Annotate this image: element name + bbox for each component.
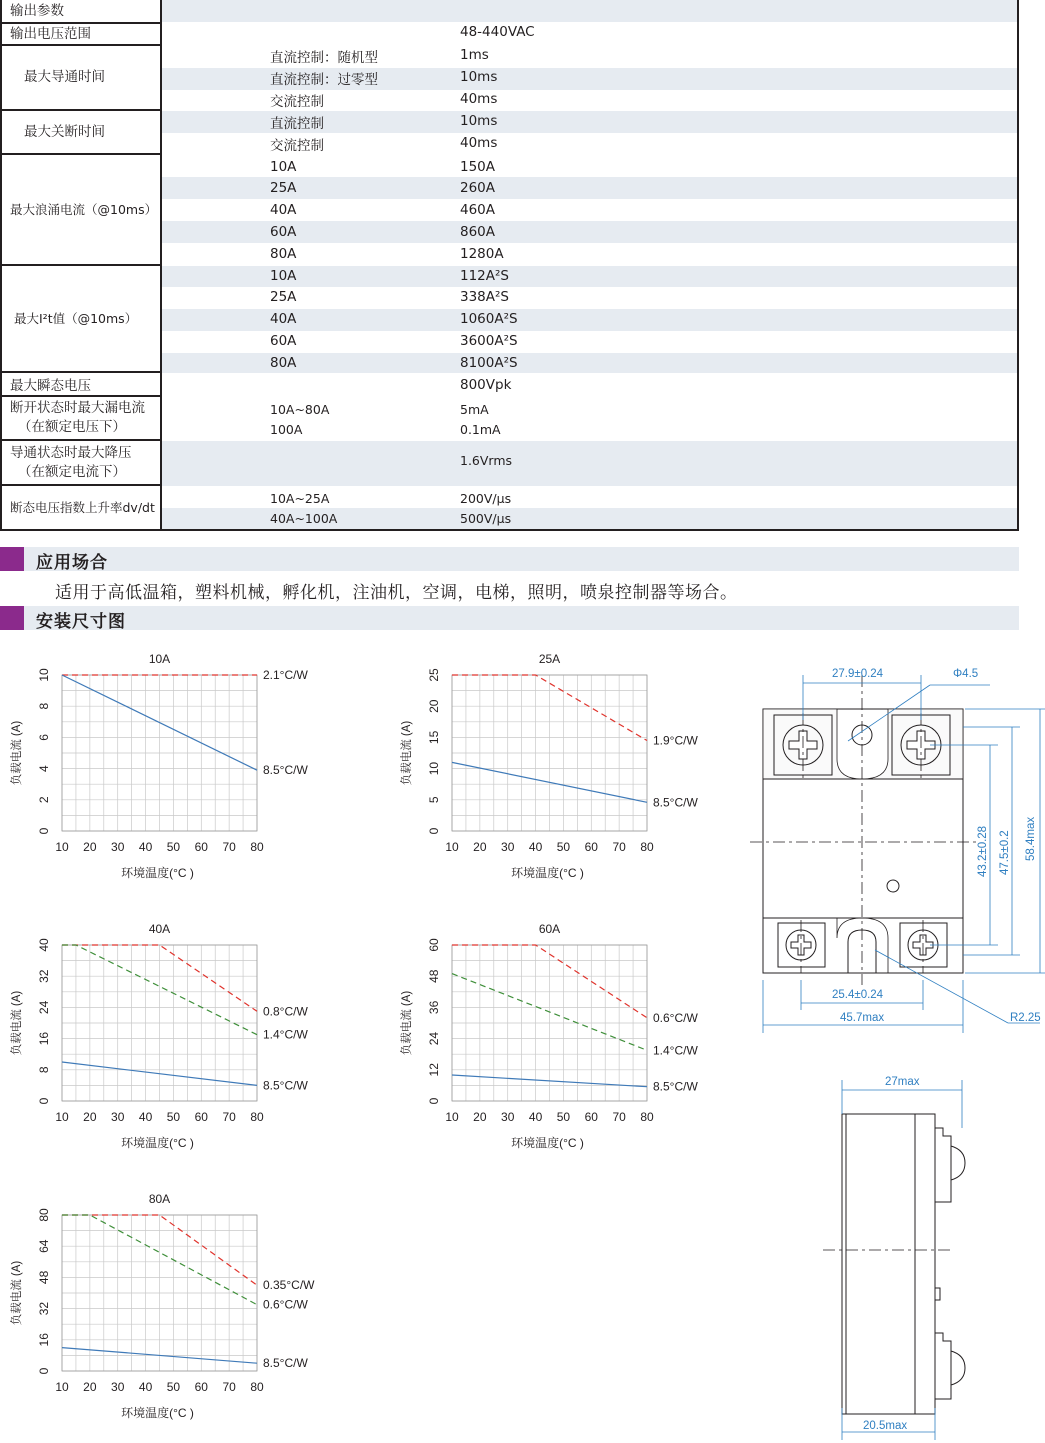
cell-a: 交流控制 [270, 138, 324, 154]
chart-title: 60A [538, 922, 561, 936]
x-tick-label: 10 [55, 1110, 69, 1124]
cell-a: 直流控制：过零型 [270, 72, 378, 88]
x-axis-label: 环境温度(°C ) [121, 1136, 194, 1150]
y-tick-label: 60 [427, 938, 441, 952]
front-view-drawing [740, 655, 1045, 1040]
cell-a: 60A [270, 333, 297, 349]
y-tick-label: 0 [37, 1367, 51, 1375]
x-tick-label: 40 [528, 840, 543, 854]
row-on-1 [162, 68, 1017, 90]
cell-a: 25A [270, 289, 297, 305]
label-drop [2, 441, 162, 486]
y-tick-label: 20 [427, 699, 441, 713]
label-max-off [2, 111, 162, 155]
x-tick-label: 70 [222, 1380, 236, 1394]
x-tick-label: 20 [473, 1110, 487, 1124]
dim-47-5: 47.5±0.2 [999, 830, 1011, 875]
cell-a: 40A~100A [270, 511, 338, 526]
row-on-0 [162, 46, 1017, 68]
chart-title: 25A [538, 652, 561, 666]
label-text: 输出参数 [10, 2, 64, 19]
dim-25-4: 25.4±0.24 [832, 989, 884, 1001]
x-tick-label: 40 [138, 840, 153, 854]
cell-b: 3600A²S [460, 333, 518, 349]
row-transient [162, 373, 1017, 397]
cell-b: 40ms [460, 135, 498, 151]
y-tick-label: 80 [37, 1208, 51, 1222]
y-tick-label: 0 [37, 1097, 51, 1105]
label-text: 最大导通时间 [24, 69, 105, 85]
cell-a: 10A [270, 159, 297, 175]
y-tick-label: 4 [37, 765, 51, 772]
row-surge-2 [162, 199, 1017, 221]
cell-b: 860A [460, 224, 496, 240]
y-tick-label: 36 [427, 1000, 441, 1015]
dim-r2-25: R2.25 [1010, 1012, 1041, 1024]
cell-a: 40A [270, 202, 297, 218]
x-tick-label: 10 [55, 840, 69, 854]
cell-b: 338A²S [460, 289, 509, 305]
y-axis-label: 负载电流 (A) [11, 1260, 23, 1326]
dim-phi-4-5: Φ4.5 [953, 668, 979, 680]
x-tick-label: 50 [556, 840, 571, 854]
y-tick-label: 8 [37, 702, 51, 710]
x-tick-label: 70 [222, 1110, 236, 1124]
y-tick-label: 0 [37, 827, 51, 835]
row-surge-0 [162, 155, 1017, 177]
row-surge-4 [162, 243, 1017, 266]
x-tick-label: 60 [194, 1380, 208, 1394]
row-header [162, 0, 1017, 22]
cell-b: 40ms [460, 91, 498, 107]
cell-b: 460A [460, 202, 496, 218]
series-label: 0.8°C/W [263, 1004, 308, 1019]
cell-a: 80A [270, 246, 297, 262]
cell-b: 200V/μs [460, 491, 512, 506]
dim-27-9: 27.9±0.24 [832, 668, 884, 680]
x-tick-label: 70 [222, 840, 236, 854]
chart-title: 80A [148, 1192, 171, 1206]
y-tick-label: 5 [427, 796, 441, 804]
x-tick-label: 20 [83, 1110, 97, 1124]
section-title: 安装尺寸图 [36, 612, 126, 632]
label-dvdt [2, 486, 162, 529]
x-tick-label: 10 [55, 1380, 69, 1394]
y-tick-label: 10 [37, 668, 51, 682]
label-voltage-range [2, 24, 162, 46]
y-tick-label: 24 [37, 1000, 51, 1015]
y-axis-label: 负载电流 (A) [401, 990, 413, 1056]
cell-a: 直流控制 [270, 116, 324, 132]
value-voltage: 48-440VAC [460, 24, 535, 40]
label-max-surge [2, 155, 162, 266]
x-tick-label: 80 [640, 840, 654, 854]
x-tick-label: 20 [83, 1380, 97, 1394]
label-text: 最大浪涌电流（@10ms） [10, 202, 158, 217]
y-tick-label: 32 [37, 1301, 51, 1316]
label-text: 最大I²t值（@10ms） [14, 311, 138, 326]
y-tick-label: 64 [37, 1239, 51, 1253]
cell-b: 150A [460, 159, 496, 175]
spec-table [0, 0, 1019, 531]
x-tick-label: 30 [501, 840, 515, 854]
row-leak-0 [162, 397, 1017, 419]
series-label: 1.4°C/W [653, 1043, 698, 1058]
x-tick-label: 80 [250, 840, 264, 854]
row-i2t-0 [162, 266, 1017, 287]
y-tick-label: 48 [37, 1270, 51, 1285]
derating-chart-25a [390, 645, 730, 885]
cell-a: 100A [270, 422, 303, 437]
y-tick-label: 8 [37, 1066, 51, 1074]
label-max-transient [2, 373, 162, 397]
series-label: 8.5°C/W [653, 1079, 698, 1094]
label-text: 输出电压范围 [10, 25, 91, 42]
x-tick-label: 40 [138, 1380, 153, 1394]
derating-chart-10a [0, 645, 340, 885]
y-tick-label: 12 [427, 1063, 441, 1077]
x-tick-label: 10 [445, 840, 459, 854]
x-tick-label: 30 [111, 1110, 125, 1124]
y-tick-label: 2 [37, 796, 51, 804]
y-tick-label: 40 [37, 938, 51, 952]
y-axis-label: 负载电流 (A) [11, 990, 23, 1056]
cell-b: 260A [460, 180, 496, 196]
dim-58-4: 58.4max [1025, 816, 1037, 861]
label-output-params [2, 0, 162, 24]
x-tick-label: 70 [612, 1110, 626, 1124]
row-surge-1 [162, 177, 1017, 199]
cell-b: 8100A²S [460, 355, 518, 371]
series-label: 0.35°C/W [263, 1278, 315, 1293]
row-off-1 [162, 133, 1017, 155]
y-tick-label: 15 [427, 730, 441, 745]
series-label: 8.5°C/W [263, 1078, 308, 1093]
chart-title: 10A [148, 652, 171, 666]
label-text-2: （在额定电压下） [18, 419, 126, 435]
cell-b: 1060A²S [460, 311, 518, 327]
dim-43-2: 43.2±0.28 [977, 825, 989, 877]
x-tick-label: 50 [556, 1110, 571, 1124]
x-tick-label: 60 [584, 840, 598, 854]
cell-a: 直流控制：随机型 [270, 50, 378, 66]
section-marker [0, 547, 24, 571]
dim-20-5max: 20.5max [863, 1420, 908, 1432]
x-tick-label: 50 [166, 1110, 181, 1124]
side-view-drawing [815, 1068, 985, 1440]
row-drop [162, 441, 1017, 486]
cell-a: 60A [270, 224, 297, 240]
row-dvdt-1 [162, 508, 1017, 529]
label-i2t [2, 266, 162, 373]
row-on-2 [162, 90, 1017, 111]
y-tick-label: 0 [427, 1097, 441, 1105]
series-label: 1.4°C/W [263, 1027, 308, 1042]
row-surge-3 [162, 221, 1017, 243]
x-tick-label: 80 [640, 1110, 654, 1124]
x-axis-label: 环境温度(°C ) [121, 866, 194, 880]
cell-a: 10A~80A [270, 402, 330, 417]
row-i2t-1 [162, 287, 1017, 309]
derating-chart-80a [0, 1185, 340, 1430]
cell-b: 800Vpk [460, 377, 512, 393]
y-axis-label: 负载电流 (A) [11, 720, 23, 786]
x-tick-label: 10 [445, 1110, 459, 1124]
label-text: 导通状态时最大降压 [10, 444, 132, 461]
series-label: 0.6°C/W [653, 1010, 698, 1025]
x-tick-label: 80 [250, 1110, 264, 1124]
x-tick-label: 20 [83, 840, 97, 854]
y-tick-label: 6 [37, 734, 51, 741]
cell-a: 10A [270, 268, 297, 284]
section-title: 应用场合 [36, 553, 108, 573]
x-tick-label: 30 [111, 840, 125, 854]
row-voltage [162, 24, 1017, 46]
cell-a: 10A~25A [270, 491, 330, 506]
application-text: 适用于高低温箱，塑料机械，孵化机，注油机，空调，电梯，照明，喷泉控制器等场合。 [55, 583, 738, 603]
y-tick-label: 32 [37, 969, 51, 983]
row-i2t-3 [162, 331, 1017, 353]
series-label: 1.9°C/W [653, 733, 698, 748]
section-application [0, 547, 1019, 571]
y-tick-label: 16 [37, 1031, 51, 1046]
y-tick-label: 0 [427, 827, 441, 835]
chart-title: 40A [148, 922, 171, 936]
dim-27max: 27max [885, 1076, 920, 1088]
y-tick-label: 48 [427, 969, 441, 983]
x-tick-label: 20 [473, 840, 487, 854]
series-label: 8.5°C/W [653, 795, 698, 810]
cell-a: 交流控制 [270, 94, 324, 110]
label-text: 断开状态时最大漏电流 [10, 400, 145, 416]
cell-b: 500V/μs [460, 511, 512, 526]
x-tick-label: 80 [250, 1380, 264, 1394]
cell-b: 112A²S [460, 268, 509, 284]
section-install [0, 606, 1019, 630]
label-text: 最大关断时间 [24, 123, 105, 140]
series-label: 8.5°C/W [263, 1356, 308, 1371]
label-text-2: （在额定电流下） [18, 463, 126, 480]
row-i2t-4 [162, 353, 1017, 373]
x-tick-label: 30 [111, 1380, 125, 1394]
dim-45-7: 45.7max [840, 1012, 885, 1024]
section-marker [0, 606, 24, 630]
cell-a: 80A [270, 355, 297, 371]
cell-b: 10ms [460, 113, 498, 129]
x-tick-label: 40 [528, 1110, 543, 1124]
label-leakage [2, 397, 162, 441]
x-tick-label: 70 [612, 840, 626, 854]
x-tick-label: 60 [584, 1110, 598, 1124]
y-tick-label: 10 [427, 761, 441, 776]
x-tick-label: 60 [194, 840, 208, 854]
x-tick-label: 50 [166, 840, 181, 854]
derating-chart-40a [0, 915, 340, 1155]
series-label: 0.6°C/W [263, 1297, 308, 1312]
x-tick-label: 60 [194, 1110, 208, 1124]
cell-b: 1ms [460, 47, 489, 63]
row-off-0 [162, 111, 1017, 133]
y-axis-label: 负载电流 (A) [401, 720, 413, 786]
cell-b: 10ms [460, 69, 498, 85]
y-tick-label: 24 [427, 1031, 441, 1046]
series-label: 2.1°C/W [263, 668, 308, 682]
derating-chart-60a [390, 915, 730, 1155]
y-tick-label: 25 [427, 668, 441, 682]
y-tick-label: 16 [37, 1333, 51, 1347]
cell-b: 5mA [460, 402, 489, 417]
x-tick-label: 50 [166, 1380, 181, 1394]
row-i2t-2 [162, 309, 1017, 331]
cell-a: 25A [270, 180, 297, 196]
x-axis-label: 环境温度(°C ) [121, 1406, 194, 1420]
x-tick-label: 40 [138, 1110, 153, 1124]
x-tick-label: 30 [501, 1110, 515, 1124]
cell-b: 1280A [460, 246, 504, 262]
label-max-on [2, 46, 162, 111]
row-leak-1 [162, 419, 1017, 441]
cell-b: 0.1mA [460, 422, 501, 437]
cell-b: 1.6Vrms [460, 453, 513, 468]
x-axis-label: 环境温度(°C ) [511, 866, 584, 880]
row-dvdt-0 [162, 486, 1017, 508]
series-label: 8.5°C/W [263, 763, 308, 778]
label-text: 最大瞬态电压 [10, 377, 91, 394]
x-axis-label: 环境温度(°C ) [511, 1136, 584, 1150]
label-text: 断态电压指数上升率dv/dt [10, 500, 155, 515]
cell-a: 40A [270, 311, 297, 327]
